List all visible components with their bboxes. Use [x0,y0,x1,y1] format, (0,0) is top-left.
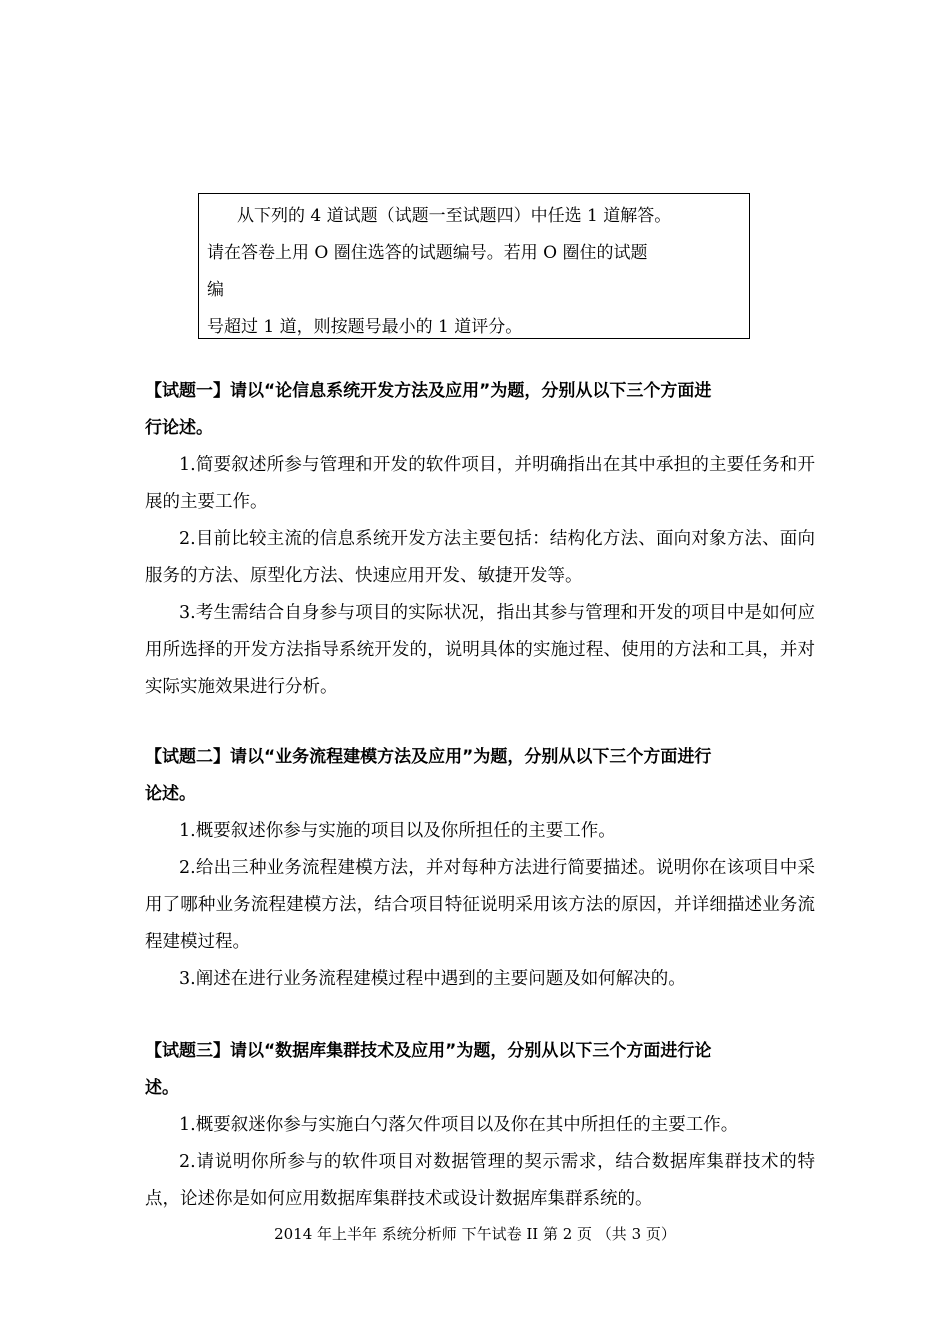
instruction-box [198,193,750,339]
question-item: 2.目前比较主流的信息系统开发方法主要包括：结构化方法、面向对象方法、面向服务的方法、原型化方法、快速应用开发、敏捷开发等。 [145,529,815,586]
question-1 [145,373,815,706]
question-2 [145,739,815,998]
question-title: 【试题三】请以“数据库集群技术及应用”为题，分别从以下三个方面进行论 述。 [145,1041,712,1098]
question-title: 【试题一】请以“论信息系统开发方法及应用”为题，分别从以下三个方面进 行论述。 [145,381,712,438]
instruction-line: 请在答卷上用 O 圈住选答的试题编号。若用 O 圈住的试题 [207,243,648,263]
question-item: 1.概要叙述你参与实施的项目以及你所担任的主要工作。 [179,821,616,841]
instruction-line: 编 [207,280,224,300]
page-footer: 2014 年上半年 系统分析师 下午试卷 II 第 2 页 （共 3 页） [274,1225,676,1243]
question-3 [145,1033,815,1218]
question-title: 【试题二】请以“业务流程建模方法及应用”为题，分别从以下三个方面进行 论述。 [145,747,712,804]
instruction-line: 从下列的 4 道试题（试题一至试题四）中任选 1 道解答。 [237,206,672,226]
question-item: 2.请说明你所参与的软件项目对数据管理的契示需求，结合数据库集群技术的特点，论述你是如何应用数据库集群技术或设计数据库集群系统的。 [145,1152,815,1209]
question-item: 1.概要叙迷你参与实施白勺落欠件项目以及你在其中所担任的主要工作。 [179,1115,739,1135]
instruction-line: 号超过 1 道，则按题号最小的 1 道评分。 [207,317,523,337]
question-item: 2.给出三种业务流程建模方法，并对每种方法进行简要描述。说明你在该项目中采用了哪种业务流程建模方法，结合项目特征说明采用该方法的原因，并详细描述业务流程建模过程。 [145,858,815,952]
question-item: 3.阐述在进行业务流程建模过程中遇到的主要问题及如何解决的。 [179,969,686,989]
question-item: 1.简要叙述所参与管理和开发的软件项目，并明确指出在其中承担的主要任务和开展的主要工作。 [145,455,815,512]
question-item: 3.考生需结合自身参与项目的实际状况，指出其参与管理和开发的项目中是如何应用所选择的开发方法指导系统开发的，说明具体的实施过程、使用的方法和工具，并对实际实施效果进行分析。 [145,603,815,697]
